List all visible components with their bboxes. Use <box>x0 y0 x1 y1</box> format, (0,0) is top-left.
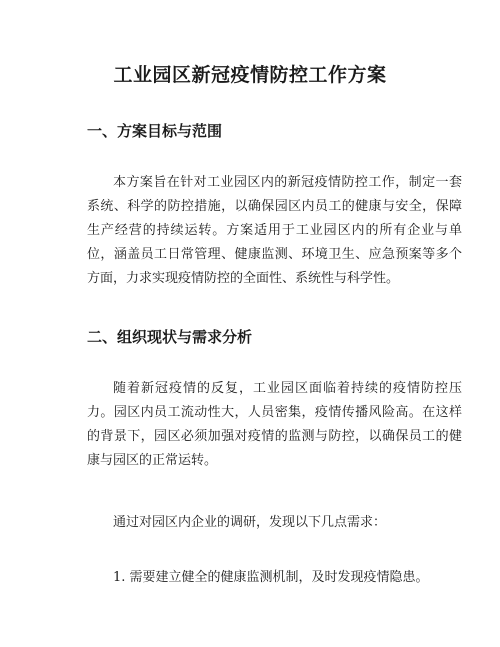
paragraph-needs-intro: 通过对园区内企业的调研，发现以下几点需求： <box>113 515 387 530</box>
section-heading-goals: 一、方案目标与范围 <box>87 122 223 140</box>
paragraph-analysis: 随着新冠疫情的反复，工业园区面临着持续的疫情防控压力。园区内员工流动性大，人员密集，疫情传播风险高。在这样的背景下，园区必须加强对疫情的监测与防控，以确保员工的健康与园区的正常运转。 <box>87 381 462 468</box>
paragraph-goals: 本方案旨在针对工业园区内的新冠疫情防控工作，制定一套系统、科学的防控措施，以确保园区内员工的健康与安全，保障生产经营的持续运转。方案适用于工业园区内的所有企业与单位，涵盖员工日常管理、健康监测、环境卫生、应急预案等多个方面，力求实现疫情防控的全面性、系统性与科学性。 <box>87 175 462 286</box>
section-heading-analysis: 二、组织现状与需求分析 <box>87 328 253 346</box>
document-title: 工业园区新冠疫情防控工作方案 <box>113 64 387 86</box>
list-item-need-1: 1. 需要建立健全的健康监测机制，及时发现疫情隐患。 <box>113 570 429 585</box>
